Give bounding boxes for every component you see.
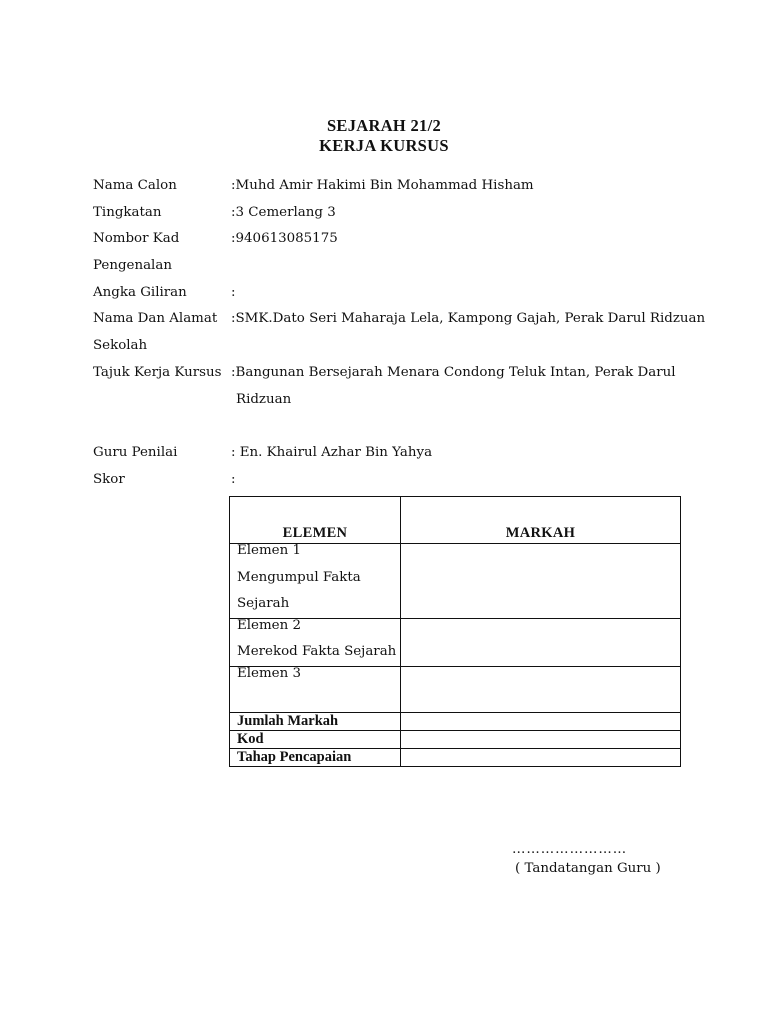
tahap-pencapaian-label: Tahap Pencapaian (230, 748, 401, 766)
score-table (229, 496, 681, 767)
elemen-1-desc-cont: Sejarah (237, 596, 290, 611)
guru-penilai-label: Guru Penilai (93, 445, 178, 460)
markah-cell[interactable] (401, 544, 681, 619)
guru-penilai-value: : En. Khairul Azhar Bin Yahya (231, 445, 433, 460)
signature-line: …………………… (512, 842, 628, 857)
markah-cell[interactable] (401, 618, 681, 666)
nama-sekolah-label: Nama Dan Alamat (93, 311, 218, 326)
elemen-3-title: Elemen 3 (237, 665, 302, 681)
summary-row (230, 730, 681, 748)
elemen-2-title: Elemen 2 (237, 617, 302, 633)
jumlah-markah-label: Jumlah Markah (230, 712, 401, 730)
elemen-2-desc: Merekod Fakta Sejarah (237, 644, 397, 659)
elemen-1-desc: Mengumpul Fakta (237, 569, 361, 585)
tajuk-value: :Bangunan Bersejarah Menara Condong Teluk Intan, Perak Darul (231, 365, 676, 380)
nombor-kad-label-cont: Pengenalan (93, 258, 172, 273)
kod-label: Kod (230, 730, 401, 748)
skor-label: Skor (93, 472, 125, 487)
nama-sekolah-label-cont: Sekolah (93, 338, 148, 353)
nama-calon-value: :Muhd Amir Hakimi Bin Mohammad Hisham (231, 178, 534, 193)
summary-row (230, 748, 681, 766)
tingkatan-value: :3 Cemerlang 3 (231, 205, 336, 220)
signature-label: ( Tandatangan Guru ) (515, 861, 661, 876)
tajuk-label: Tajuk Kerja Kursus (93, 365, 222, 380)
table-row (230, 544, 681, 619)
markah-cell[interactable] (401, 666, 681, 712)
tahap-pencapaian-value[interactable] (401, 748, 681, 766)
nama-sekolah-value: :SMK.Dato Seri Maharaja Lela, Kampong Gajah, Perak Darul Ridzuan (231, 311, 706, 326)
table-row (230, 666, 681, 712)
nombor-kad-label: Nombor Kad (93, 231, 180, 246)
table-row (230, 618, 681, 666)
document-subtitle: KERJA KURSUS (319, 136, 449, 155)
tingkatan-label: Tingkatan (93, 205, 162, 220)
document-title: SEJARAH 21/2 (326, 116, 442, 135)
elemen-header: ELEMEN (230, 497, 401, 544)
kod-value[interactable] (401, 730, 681, 748)
elemen-cell (230, 618, 401, 666)
skor-value: : (231, 472, 236, 487)
elemen-cell (230, 544, 401, 619)
table-header-row (230, 497, 681, 544)
nama-calon-label: Nama Calon (93, 178, 177, 193)
tajuk-value-cont: Ridzuan (236, 392, 292, 407)
elemen-cell (230, 666, 401, 712)
jumlah-markah-value[interactable] (401, 712, 681, 730)
summary-row (230, 712, 681, 730)
markah-header: MARKAH (401, 497, 681, 544)
angka-giliran-label: Angka Giliran (93, 285, 187, 300)
elemen-1-title: Elemen 1 (237, 543, 302, 558)
nombor-kad-value: :940613085175 (231, 231, 338, 246)
angka-giliran-value: : (231, 285, 236, 300)
